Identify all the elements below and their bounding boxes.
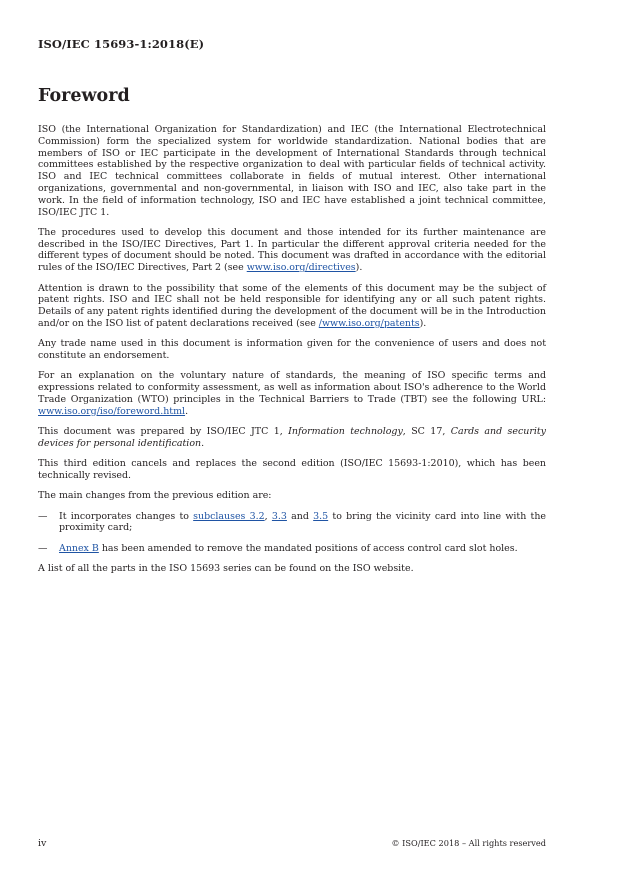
paragraph-parts-list: A list of all the parts in the ISO 15693 series can be found on the ISO website. xyxy=(38,562,414,574)
list-item: — It incorporates changes to subclauses 3.2, 3.3 and 3.5 to bring the vicinity card into line with the proximity card; xyxy=(38,510,546,534)
copyright-notice: © ISO/IEC 2018 – All rights reserved xyxy=(391,838,546,848)
paragraph-trade-name: Any trade name used in this document is information given for the convenience of users and does not constitute an endorsement. xyxy=(38,338,546,362)
paragraph-voluntary-nature: For an explanation on the voluntary nature of standards, the meaning of ISO specific terms and expressions related to conformity assessment, as well as information about ISO's adherence to the World Trade Organization (WTO) principles in the Technical Barriers to Trade (TBT) see the following URL: www.iso.org/iso/foreword.html. xyxy=(38,370,546,417)
subclause-3-3-link[interactable]: 3.3 xyxy=(271,510,287,522)
list-item: — Annex B has been amended to remove the mandated positions of access control card slot holes. xyxy=(38,542,518,554)
page-title: Foreword xyxy=(38,86,130,106)
paragraph-edition: This third edition cancels and replaces the second edition (ISO/IEC 15693-1:2010), which has been technically revised. xyxy=(38,458,546,481)
patents-link[interactable]: /www.iso.org/patents xyxy=(318,317,420,329)
paragraph-patents: Attention is drawn to the possibility that some of the elements of this document may be the subject of patent rights. ISO and IEC shall not be held responsible for identifying any or all such patent rights. Details of any patent rights identified during the development of the document will be in the Introduction and/or on the ISO list of patent declarations received (see /www.iso.org/patents). xyxy=(38,282,546,329)
paragraph-iso-iec: ISO (the International Organization for Standardization) and IEC (the International Electrotechnical Commission) form the specialized system for worldwide standardization. National bodies that are members of ISO or IEC participate in the development of International Standards through technical committees established by the respective organization to deal with particular fields of technical activity. ISO and IEC technical committees collaborate in fields of mutual interest. Other international organizations, governmental and non-governmental, in liaison with ISO and IEC, also take part in the work. In the field of information technology, ISO and IEC have established a joint technical committee, ISO/IEC JTC 1. xyxy=(38,124,546,218)
directives-link[interactable]: www.iso.org/directives xyxy=(246,262,356,274)
foreword-body xyxy=(38,124,546,583)
page-number: iv xyxy=(38,838,47,849)
foreword-link[interactable]: www.iso.org/iso/foreword.html xyxy=(38,405,186,417)
annex-b-link[interactable]: Annex B xyxy=(59,542,99,554)
subclause-3-5-link[interactable]: 3.5 xyxy=(313,510,329,522)
paragraph-procedures: The procedures used to develop this document and those intended for its further maintenance are described in the ISO/IEC Directives, Part 1. In particular the different approval criteria needed for the different types of document should be noted. This document was drafted in accordance with the editorial rules of the ISO/IEC Directives, Part 2 (see www.iso.org/directives). xyxy=(38,226,546,274)
changes-list xyxy=(38,511,546,555)
subclause-3-2-link[interactable]: subclauses 3.2 xyxy=(193,510,265,522)
paragraph-main-changes: The main changes from the previous edition are: xyxy=(38,490,272,502)
document-header: ISO/IEC 15693-1:2018(E) xyxy=(38,37,205,51)
paragraph-prepared-by: This document was prepared by ISO/IEC JTC 1, Information technology, SC 17, Cards and security devices for personal identification. xyxy=(38,426,546,449)
